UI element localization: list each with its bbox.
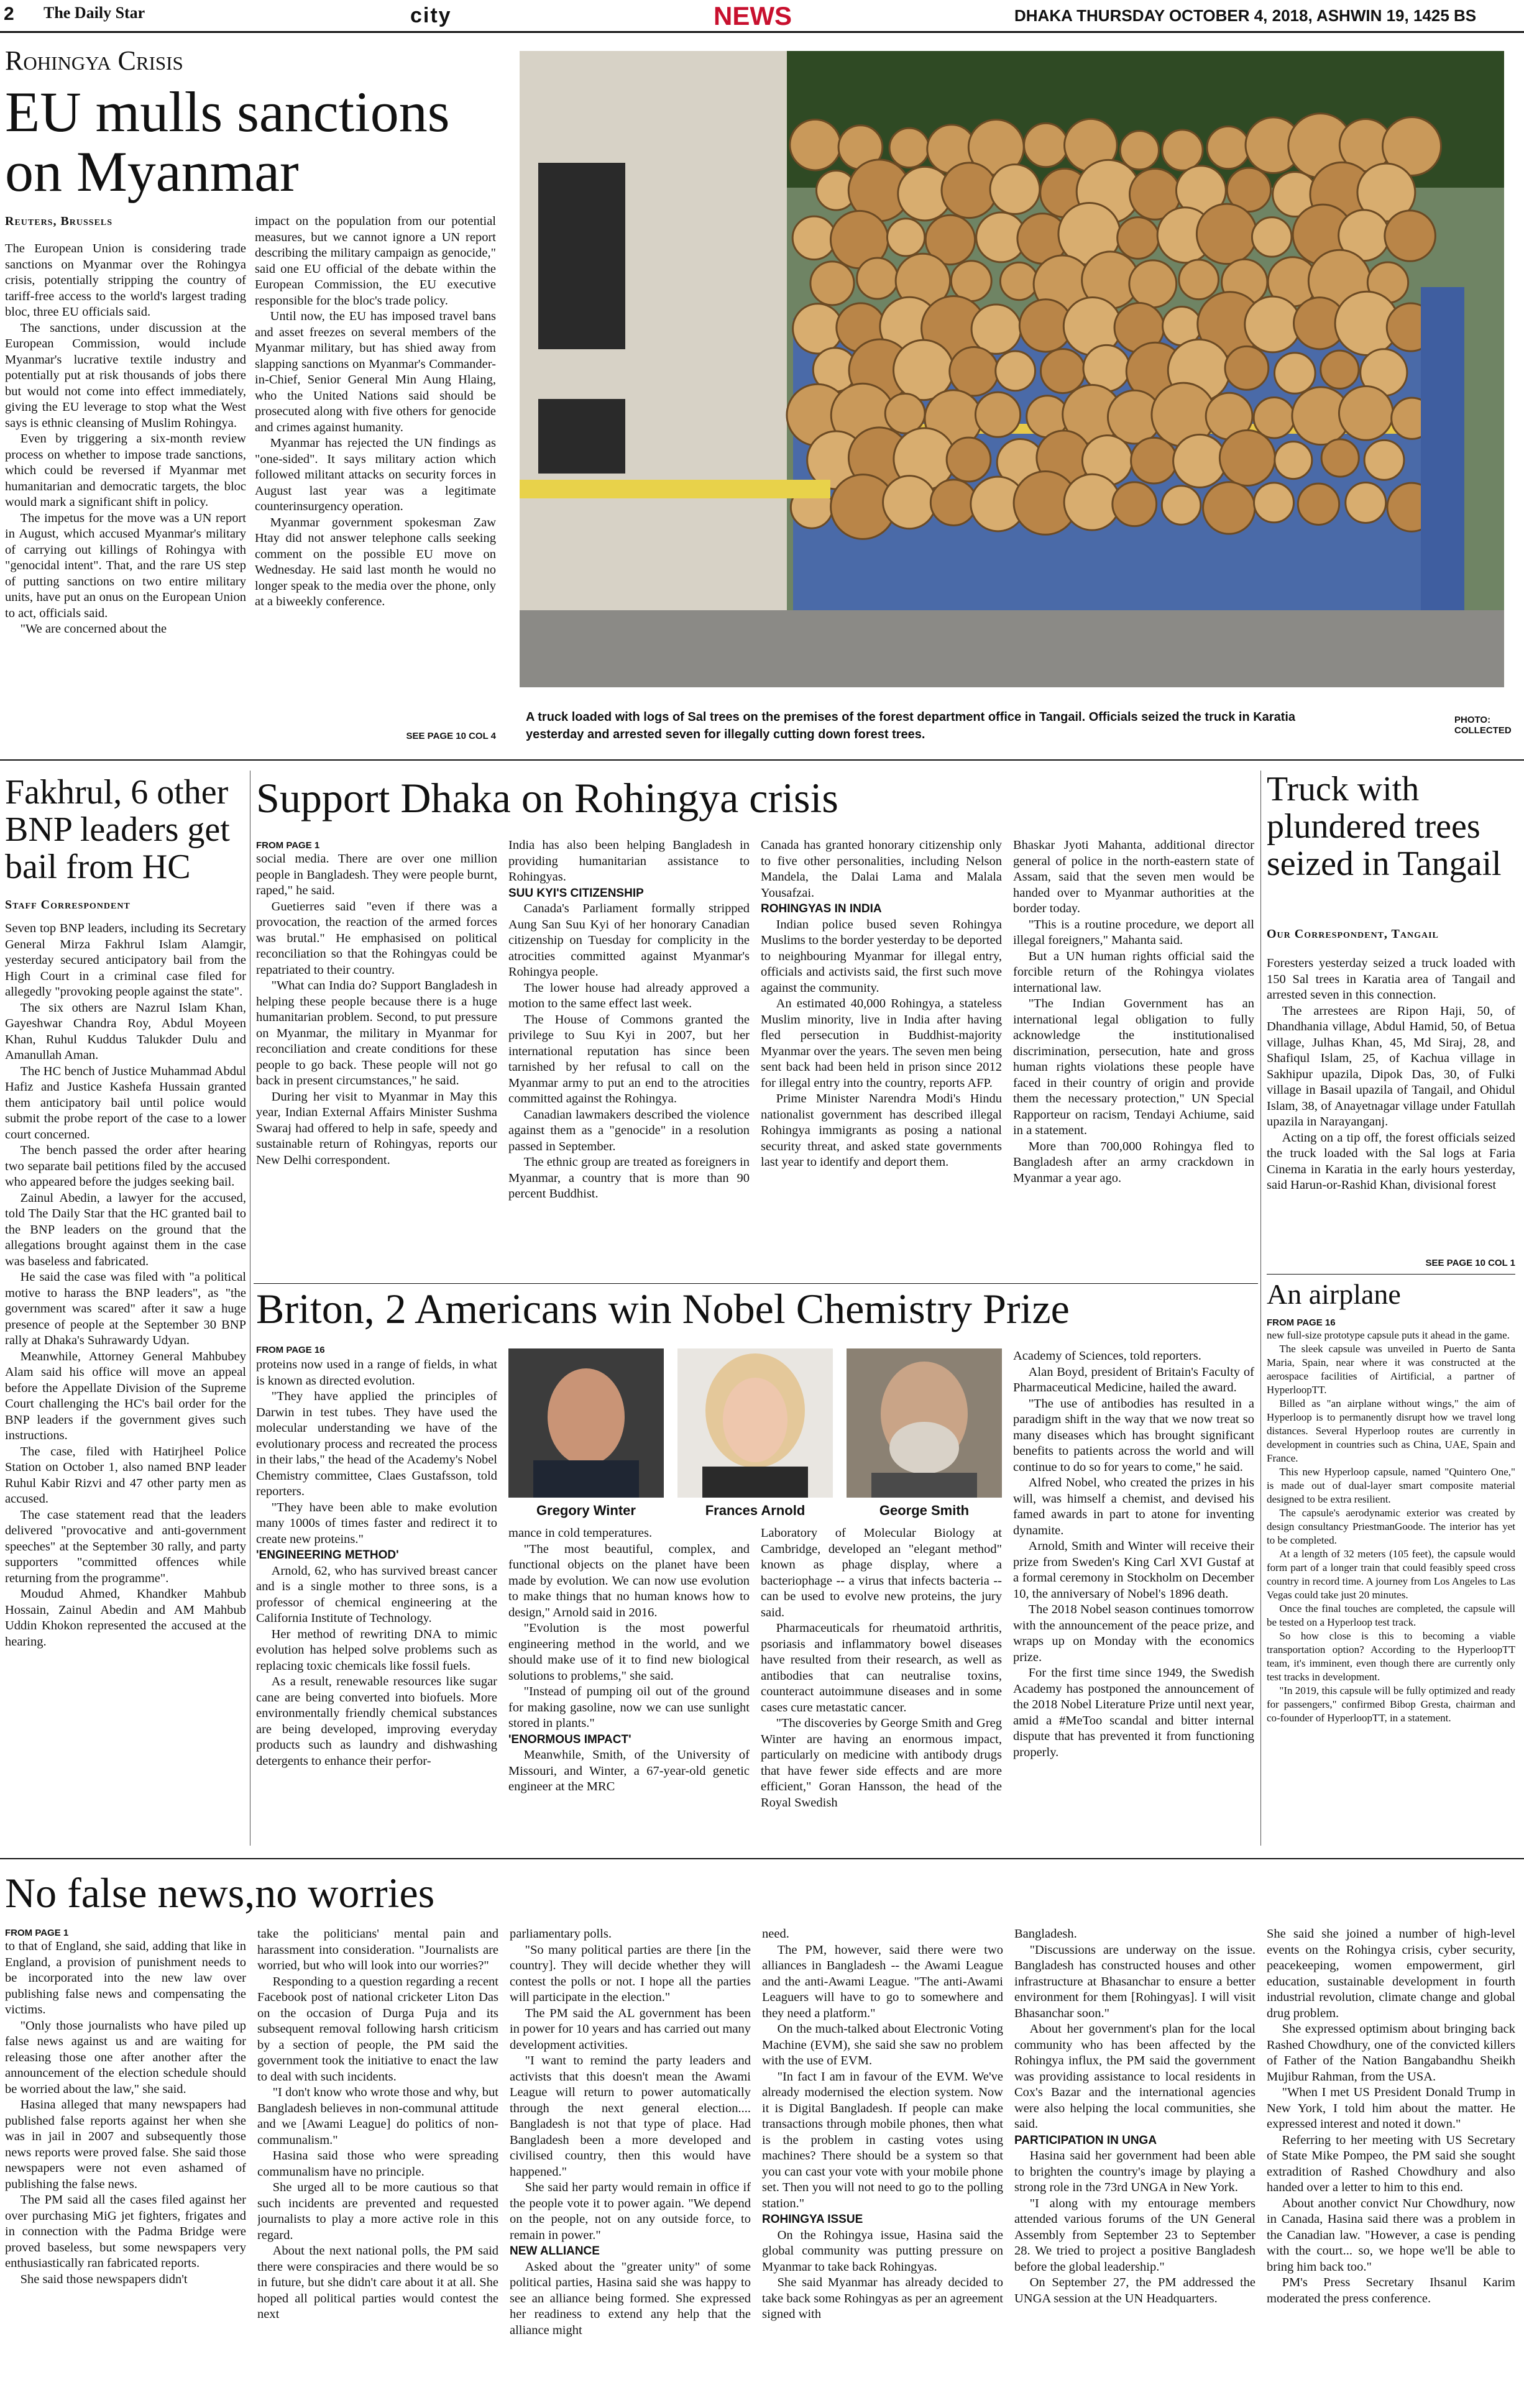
paragraph: The PM, however, said there were two alliances in Bangladesh -- the Awami League and the anti-Awami League. "The anti-Awami Leaguers will have to go to somewhere and they need a platform." [762,1943,1003,2020]
support-column-1 [256,851,497,1299]
paragraph: "In fact I am in favour of the EVM. We've already modernised the election system. Now it is Digital Bangladesh. If people can make transactions through mobile phones, then what is the problem in casting votes using machines? There should be a system so that you can cast your vote with your mobile phone set. Then you will not need to go to the polling station." [762,2069,1003,2210]
paragraph: Foresters yesterday seized a truck loaded with 150 Sal trees in Karatia area of Tangail and arrested seven in this connection. [1267,956,1515,1002]
from-page-support: FROM PAGE 1 [256,840,320,851]
see-page-truck: SEE PAGE 10 COL 1 [1425,1258,1515,1268]
paragraph: Alfred Nobel, who created the prizes in his will, was himself a chemist, and devised his famed awards in part to atone for inventing dynamite. [1013,1476,1254,1537]
log-end [1339,386,1393,440]
from-page-nofalse: FROM PAGE 1 [5,1928,69,1938]
log-end [1364,440,1404,480]
subhead: PARTICIPATION IN UNGA [1014,2133,1157,2147]
log-end [951,261,991,301]
log-end [1225,346,1269,390]
divider [1267,1274,1515,1275]
dateline: DHAKA THURSDAY OCTOBER 4, 2018, ASHWIN 19, 1425 BS [1014,6,1477,25]
paragraph: The six others are Nazrul Islam Khan, Gayeshwar Chandra Roy, Abdul Moyeen Khan, Ruhul Kuddus Talukder Dulu and Amanullah Aman. [5,1000,246,1062]
laureate-photo [847,1348,1002,1498]
paragraph: The European Union is considering trade sanctions on Myanmar over the Rohingya crisis, potentially stripping the country of tariff-free access to the world's largest trading bloc, three EU officials said. [5,242,246,319]
paragraph: Prime Minister Narendra Modi's Hindu nationalist government has described illegal Rohingya immigrants as posing a national security threat, and asked state governments last year to identify and deport them. [761,1092,1002,1169]
headline-airplane: An airplane [1267,1278,1401,1310]
paragraph: The capsule's aerodynamic exterior was created by design consultancy PriestmanGoode. The interior has yet to be completed. [1267,1507,1515,1546]
paragraph: The case, filed with Hatirjheel Police Station on October 1, also named BNP leader Ruhul Kabir Rizvi and 47 other party men as accused. [5,1444,246,1506]
laureate-photo [677,1348,833,1498]
log-end [1120,131,1159,170]
log-end [857,258,898,299]
log-end [1196,204,1257,264]
paragraph: An estimated 40,000 Rohingya, a stateless Muslim minority, live in India after having fled persecution in Buddhist-majority Myanmar over the years. The seven men being sent back had been held in prison since 2012 for illegal entry into the country, reports AFP. [761,997,1002,1090]
support-column-4 [1013,838,1254,1299]
log-end [885,393,925,433]
log-end [1346,483,1386,523]
paragraph: Arnold, 62, who has survived breast cancer and is a single mother to three sons, is a professor of chemical engineering at the California Institute of Technology. [256,1563,497,1625]
truck-column [1267,956,1515,1257]
paragraph: Canadian lawmakers described the violence against them as a "genocide" in a resolution passed in September. [508,1107,750,1153]
laureate-name: Gregory Winter [536,1503,636,1518]
paragraph: Hasina said her government had been able to brighten the country's image by playing a strong role in the 73rd UNGA in New York. [1014,2149,1255,2194]
paragraph: Her method of rewriting DNA to mimic evolution has helped solve problems such as replacing toxic chemicals like fossil fuels. [256,1627,497,1673]
subhead: SUU KYI'S CITIZENSHIP [508,886,644,900]
paragraph: Meanwhile, Smith, of the University of Missouri, and Winter, a 67-year-old genetic engineer at the MRC [508,1748,750,1793]
paragraph: Arnold, Smith and Winter will receive their prize from Sweden's King Carl XVI Gustaf at a formal ceremony in Stockholm on December 10, the anniversary of Nobel's 1896 death. [1013,1539,1254,1601]
masthead [0,0,1524,33]
log-end [1275,442,1312,479]
laureate-photo [508,1348,664,1498]
log-end [950,347,998,396]
paragraph: So how close is this to becoming a viable transportation option? According to the HyperloopTT team, it's imminent, even though there are currently only test tracks in development. [1267,1630,1515,1683]
paragraph: The impetus for the move was a UN report in August, which accused Myanmar's military of carrying out killings of Rohingya with "genocidal intent". That, and the rare US step of putting sanctions on two entire military units, have put an onus on the European Union to act, officials said. [5,511,246,620]
paragraph: She expressed optimism about bringing back Rashed Chowdhury, one of the convicted killers of Father of the Nation Bangabandhu Sheikh Mujibur Rahman, from the USA. [1267,2022,1515,2084]
paragraph: "They have applied the principles of Darwin in test tubes. They have used the molecular understanding we have of the evolutionary process and recreated the process in their labs," the head of the Academy's Nobel Chemistry committee, Claes Gustafsson, told reporters. [256,1389,497,1498]
paragraph: The case statement read that the leaders delivered "provocative and anti-government speeches" at the September 30 rally, and party supporters "committed offences while returning from the programme". [5,1508,246,1585]
log-end [1129,260,1177,308]
log-end [887,219,924,256]
log-end [790,119,841,170]
support-column-2 [508,838,750,1299]
paragraph: Billed as "an airplane without wings," the aim of Hyperloop is to permanently disrupt how we travel long distances. Several Hyperloop routes are currently in development in countries such as China, UAE, Spain and France. [1267,1398,1515,1464]
photo-credit-label: PHOTO: [1454,715,1491,725]
paragraph: Indian police bused seven Rohingya Muslims to the border yesterday to be deported to neighbouring Myanmar for illegal entry, officials and activists said, the first such move against the community. [761,917,1002,995]
log-end [930,480,976,526]
paragraph: The lower house had already approved a motion to the same effect last week. [508,981,750,1010]
log-end [1179,260,1219,300]
paragraph: More than 700,000 Rohingya fled to Bangladesh after an army crackdown in Myanmar a year ago. [1013,1139,1254,1185]
paragraph: "Instead of pumping oil out of the ground for making gasoline, now we can use sunlight stored in plants." [508,1685,750,1730]
eu-column-1 [5,241,246,744]
paragraph: The sleek capsule was unveiled in Puerto de Santa Maria, Spain, near where it was constructed at the aerospace facilities of Airtificial, a partner of HyperloopTT. [1267,1343,1515,1396]
paragraph: "We are concerned about the [20,622,167,636]
paragraph: Academy of Sciences, told reporters. [1013,1349,1201,1363]
paragraph: Bangladesh. [1014,1927,1077,1941]
from-page-nobel: FROM PAGE 16 [256,1345,325,1355]
paragraph: "The Indian Government has an international legal obligation to fully acknowledge the institutionalised discrimination, persecution, hate and gross human rights violations these people have faced in their country of origin and provide them the necessary protection," UN Special Rapporteur on racism, Tendayi Achiume, said in a statement. [1013,997,1254,1137]
subhead: ROHINGYAS IN INDIA [761,902,882,915]
airplane-column [1267,1329,1515,1838]
paragraph: "When I met US President Donald Trump in New York, I told him about the matter. He expressed interest and noted it down." [1267,2085,1515,2131]
paragraph: Canada's Parliament formally stripped Aung San Suu Kyi of her honorary Canadian citizenship on Tuesday for complicity in the atrocities committed against Myanmar's Rohingya people. [508,902,750,979]
paragraph: mance in cold temperatures. [508,1526,653,1540]
headline-support: Support Dhaka on Rohingya crisis [256,774,838,822]
nofalse-column-6 [1267,1926,1515,2405]
paragraph: Alan Boyd, president of Britain's Faculty of Pharmaceutical Medicine, hailed the award. [1013,1365,1254,1394]
paragraph: On the much-talked about Electronic Voting Machine (EVM), she said she saw no problem with the use of EVM. [762,2022,1003,2067]
paragraph: Pharmaceuticals for rheumatoid arthritis, psoriasis and inflammatory bowel diseases have resulted from their research, as well as antibodies that can neutralise toxins, counteract autoimmune diseases and in some cases cure metastatic cancer. [761,1621,1002,1714]
paragraph: "This is a routine procedure, we deport all illegal foreigners," Mahanta said. [1013,917,1254,947]
paragraph: Bhaskar Jyoti Mahanta, additional director general of police in the north-eastern state of Assam, said that the seven men would be handed over to Myanmar authorities at the border today. [1013,838,1254,915]
paragraph: social media. There are over one million people in Bangladesh. They were people burnt, raped," he said. [256,852,497,897]
photo-caption: A truck loaded with logs of Sal trees on the premises of the forest department office in Tangail. Officials seized the truck in Karatia yesterday and arrested seven for illegally cutting down forest trees. [526,710,1296,741]
log-end [1298,483,1339,524]
log-end [1162,486,1200,524]
divider [254,1283,1258,1284]
paragraph: About another convict Nur Chowdhury, now in Canada, Hasina said there was a problem in the Canadian law. "However, a case is pending with the court... so, we hope we'll be able to bring him back too." [1267,2196,1515,2274]
paragraph: parliamentary polls. [510,1927,612,1941]
column-rule [1260,771,1261,1846]
paragraph: He said the case was filed with "a political motive to harass the BNP leaders", as "the government was scared" after it saw a huge presence of people at the September 30 BNP rally at Dhaka's Suhrawardy Udyan. [5,1270,246,1347]
nofalse-column-2 [257,1926,498,2405]
paragraph: Hasina said those who were spreading communalism have no principle. [257,2149,498,2179]
log-end [1173,434,1226,487]
paragraph: For the first time since 1949, the Swedish Academy has postponed the announcement of the 2018 Nobel Literature Prize until next year, amid a #MeToo scandal and bitter internal dispute that has prevented it from functioning properly. [1013,1666,1254,1759]
subhead: 'ENGINEERING METHOD' [256,1549,399,1562]
paragraph: This new Hyperloop capsule, named "Quintero One," is made out of dual-layer smart composite material designed to be extra resilient. [1267,1466,1515,1505]
byline-fakhrul: Staff Correspondent [5,898,131,912]
divider [0,759,1524,761]
see-page-eu: SEE PAGE 10 COL 4 [406,731,496,741]
fakhrul-column [5,921,246,1842]
paragraph: "I along with my entourage members attended various forums of the UN General Assembly from September 23 to September 28. We tried to project a positive Bangladesh before the global leadership." [1014,2196,1255,2274]
nobel-column-3 [761,1526,1002,1846]
paragraph: About the next national polls, the PM said there were conspiracies and there would be so in future, but she didn't care about it at all. She hoped all political parties would contest the next [257,2244,498,2321]
headline-nobel: Briton, 2 Americans win Nobel Chemistry Prize [256,1285,1070,1332]
paragraph: Responding to a question regarding a recent Facebook post of national cricketer Liton Das on the occasion of Durga Puja and its subsequent removal following harsh criticism by a section of people, the PM said the government took the initiative to enact the law to deal with such incidents. [257,1974,498,2084]
subhead: ROHINGYA ISSUE [762,2213,863,2226]
paragraph: India has also been helping Bangladesh in providing humanitarian assistance to Rohingyas. [508,838,750,884]
log-end [947,437,991,482]
paragraph: need. [762,1927,789,1941]
nofalse-column-1 [5,1939,246,2405]
paragraph: "Discussions are underway on the issue. Bangladesh has constructed houses and other infrastructure at Bhasanchar to ensure a better environment for them [Rohingyas]. I will visit Bhasanchar soon." [1014,1943,1255,2020]
laureate-photos [508,1348,1002,1522]
paragraph: The arrestees are Ripon Haji, 50, of Dhandhania village, Abdul Hamid, 50, of Betua village, Julhas Khan, 45, Md Siraj, 28, and Shafiqul Islam, 25, of Kachua village in Sakhipur upazila, Dipok Das, 30, of Fulki village in Basail upazila of Tangail, and Ohidul Islam, 38, of Anayetnagar village under Fatullah upazila in Narayanganj. [1267,1004,1515,1128]
support-column-3 [761,838,1002,1299]
paragraph: take the politicians' mental pain and harassment into consideration. "Journalists are worried, but who will look into our worries?" [257,1927,498,1972]
paragraph: Myanmar has rejected the UN findings as "one-sided". It says military action which followed militant attacks on security forces in August last year was a legitimate counterinsurgency operation. [255,436,496,513]
paragraph: "So many political parties are there [in the country]. They will decide whether they will contest the polls or not. I hope all the parties will participate in the election." [510,1943,751,2004]
story-kicker: Rohingya Crisis [5,45,183,76]
log-end [1385,211,1435,261]
paragraph: "Evolution is the most powerful engineering method in the world, and we should make use of it to find new biological solutions to problems," she said. [508,1621,750,1683]
log-end [990,165,1040,214]
paragraph: "Only those journalists who have piled up false news against us and are waiting for releasing those one after another after the announcement of the election schedule should be worried about the law," she said. [5,2018,246,2096]
paragraph: The PM said the AL government has been in power for 10 years and has carried out many development activities. [510,2006,751,2052]
nofalse-column-3 [510,1926,751,2405]
log-end [971,304,1021,354]
log-end [996,351,1035,391]
paper-name: The Daily Star [44,4,145,22]
log-end [1321,350,1359,388]
divider [0,1858,1524,1859]
paragraph: "In 2019, this capsule will be fully optimized and ready for passengers," confirmed Bibop Gresta, chairman and co-founder of HyperloopTT, in a statement. [1267,1685,1515,1724]
log-end [1321,439,1359,477]
paragraph: On the Rohingya issue, Hasina said the global community was putting pressure on Myanmar to take back Rohingyas. [762,2228,1003,2274]
nofalse-column-4 [762,1926,1003,2405]
paragraph: She said she joined a number of high-level events on the Rohingya crisis, cyber security, peacekeeping, women empowerment, girl education, sustainable development in fourth industrial revolution, climate change and global drug problem. [1267,1927,1515,2020]
paragraph: "The discoveries by George Smith and Greg Winter are having an enormous impact, particularly on medicine with antibody drugs that have fewer side effects and are more efficient," Goran Hansson, the head of the Royal Swedish [761,1716,1002,1810]
paragraph: Meanwhile, Attorney General Mahbubey Alam said his office will move an appeal before the Appellate Division of the Supreme Court challenging the HC's bail order for the BNP leaders if the government gives such instructions. [5,1349,246,1442]
paragraph: impact on the population from our potential measures, but we cannot ignore a UN report describing the military campaign as genocide," said one EU official of the debate within the European Commission, the EU executive responsible for the bloc's trade policy. [255,214,496,308]
photo-credit [1454,715,1510,736]
log-end [1252,217,1292,257]
log-end [1162,130,1203,170]
paragraph: proteins now used in a range of fields, in what is known as directed evolution. [256,1358,497,1388]
paragraph: The HC bench of Justice Muhammad Abdul Hafiz and Justice Kashefa Hussain granted them anticipatory bail until police would submit the probe report of the case to a lower court concerned. [5,1064,246,1142]
log-end [1131,437,1177,483]
paragraph: She said her party would remain in office if the people vote it to power again. "We depend on the people, not on any outside force, to remain in power." [510,2181,751,2242]
log-end [1245,296,1301,352]
laureate-name: George Smith [879,1503,970,1518]
paragraph: About her government's plan for the local community who has been affected by the Rohingya influx, the PM said the government was providing assistance to local residents in Cox's Bazar and the international agencies were also helping the local communities, she said. [1014,2022,1255,2131]
paragraph: Moudud Ahmed, Khandker Mahbub Hossain, Zainul Abedin and AM Mahbub Uddin Khokon represented the accused at the hearing. [5,1587,246,1649]
headline-truck: Truck with plundered trees seized in Tangail [1267,770,1502,883]
paragraph: The House of Commons granted the privilege to Suu Kyi in 2007, but her international reputation has since been tarnished by her refusal to call on the Myanmar army to put an end to the atrocities committed against the Rohingya. [508,1012,750,1106]
paragraph: Referring to her meeting with US Secretary of State Mike Pompeo, the PM said she sought extradition of Rashed Chowdhury and also handed over a letter to him to this end. [1267,2133,1515,2194]
paragraph: "The use of antibodies has resulted in a paradigm shift in the way that we now treat so many diseases which has brought significant benefits to patients across the world and will continue to do so for years to come," he said. [1013,1396,1254,1474]
paragraph: The bench passed the order after hearing two separate bail petitions filed by the accused who appeared before the judges seeking bail. [5,1143,246,1189]
paragraph: new full-size prototype capsule puts it ahead in the game. [1267,1329,1510,1341]
byline-truck: Our Correspondent, Tangail [1267,927,1439,941]
nobel-column-4 [1013,1348,1254,1846]
log-end [975,392,1020,437]
paragraph: The PM said all the cases filed against her over purchasing MiG jet fighters, frigates and in connection with the Padma Bridge were proved baseless, but some newspapers very enthusiastically ran fabricated reports. [5,2193,246,2270]
log-end [889,128,929,167]
log-end [1274,353,1315,394]
paragraph: Laboratory of Molecular Biology at Cambridge, developed an "elegant method" known as phage display, where a bacteriophage -- a virus that infects bacteria -- can be used to evolve new proteins, the jury said. [761,1526,1002,1619]
paragraph: She said Myanmar has already decided to take back some Rohingyas as per an agreement signed with [762,2276,1003,2321]
paragraph: Until now, the EU has imposed travel bans and asset freezes on several members of the Myanmar military, but has shied away from slapping sanctions on Myanmar's Commander-in-Chief, Senior General Min Aung Hlaing, who the United Nations said should be prosecuted along with five others for genocide and crimes against humanity. [255,309,496,434]
paragraph: "I want to remind the party leaders and activists that this doesn't mean the Awami League will return to power automatically through the next general election.... Bangladesh is not that type of place. Had Bangladesh been a more developed and civilised country, then this would have happened." [510,2054,751,2179]
log-end [1000,262,1037,300]
log-end [792,216,835,259]
subhead: NEW ALLIANCE [510,2245,600,2258]
nobel-column-2 [508,1526,750,1846]
log-end [1118,217,1159,259]
paragraph: During her visit to Myanmar in May this year, Indian External Affairs Minister Sushma Swaraj had offered to help in safe, speedy and sustainable return of Rohingyas, reports our New Delhi correspondent. [256,1089,497,1167]
log-end [1113,482,1157,526]
paragraph: to that of England, she said, adding that like in England, a provision of punishment needs to be incorporated into the new law over publishing false news and compensating the victims. [5,1939,246,2017]
headline-eu: EU mulls sanctions on Myanmar [5,80,450,203]
log-end [1254,483,1294,523]
log-end [883,476,936,529]
paragraph: She urged all to be more cautious so that such incidents are prevented and requested journalists to play a more active role in this regard. [257,2181,498,2242]
log-end [1254,398,1294,438]
subhead: 'ENORMOUS IMPACT' [508,1733,631,1746]
photo-credit-source: COLLECTED [1454,725,1512,736]
paragraph: As a result, renewable resources like sugar cane are being converted into biofuels. More environmentally friendly chemical substances are being developed, improving everyday products such as laundry and dishwashing detergents to enhance their perfor- [256,1675,497,1768]
laureate-name: Frances Arnold [705,1503,806,1518]
paragraph: She said those newspapers didn't [20,2272,188,2286]
nofalse-column-5 [1014,1926,1255,2405]
paragraph: The sanctions, under discussion at the European Commission, would include Myanmar's lucrative textile industry and potentially put at risk thousands of jobs there but would not come into effect immediately, giving the EU leverage to stop what the West says is ethnic cleansing of Muslim Rohingya. [5,321,246,430]
paragraph: Myanmar government spokesman Zaw Htay did not answer telephone calls seeking comment on the possible EU move on Wednesday. He said last month he would no longer speak to the media over the phone, only at a biweekly conference. [255,515,496,608]
eu-column-2 [255,214,496,727]
paragraph: "They have been able to make evolution many 1000s of times faster and redirect it to create new proteins." [256,1500,497,1546]
paragraph: "What can India do? Support Bangladesh in helping these people because there is a huge humanitarian problem. Second, to put pressure on Myanmar, the military in Myanmar for reconciliation and create conditions for these people to go back. These people will not go back in present circumstances," he said. [256,979,497,1087]
paragraph: "I don't know who wrote those and why, but Bangladesh believes in non-communal attitude and we [Awami League] do politics of non-communalism." [257,2085,498,2147]
paragraph: Guetierres said "even if there was a provocation, the reaction of the armed forces was brutal." He emphasised on political reconciliation so that the Rohingyas could be repatriated to their country. [256,899,497,977]
paragraph: Asked about the "greater unity" of some political parties, Hasina said she was happy to see an alliance being formed. She expressed her readiness to extend any help that the alliance might [510,2259,751,2337]
paragraph: Canada has granted honorary citizenship only to five other personalities, including Nelson Mandela, the Dalai Lama and Malala Yousafzai. [761,838,1002,900]
paragraph: The ethnic group are treated as foreigners in Myanmar, a country that is more than 90 percent Buddhist. [508,1155,750,1201]
paragraph: At a length of 32 meters (105 feet), the capsule would form part of a longer train that could feasibly speed cross country in record time. A journey from Los Angeles to Las Vegas could take just 20 minutes. [1267,1548,1515,1601]
category-label: NEWS [714,1,792,30]
log-end [1219,430,1275,485]
log-end [793,304,843,354]
log-end [1203,482,1255,534]
byline-eu: Reuters, Brussels [5,214,113,228]
paragraph: Zainul Abedin, a lawyer for the accused, told The Daily Star that the HC granted bail to the BNP leaders on the ground that the allegations brought against them in the case was baseless and fabricated. [5,1191,246,1268]
paragraph: Hasina alleged that many newspapers had published false reports against her when she was in jail in 2007 and subsequently those news reports were proved false. She said those newspapers were not even ashamed of publishing the false news. [5,2098,246,2191]
from-page-airplane: FROM PAGE 16 [1267,1317,1336,1328]
paragraph: Even by triggering a six-month review process on whether to impose trade sanctions, which could be reversed if Myanmar met humanitarian and democratic targets, the bloc would mark a significant shift in policy. [5,432,246,509]
log-end [942,163,997,218]
section-label: city [410,4,452,27]
nobel-column-1 [256,1357,497,1846]
paragraph: PM's Press Secretary Ihsanul Karim moderated the press conference. [1267,2276,1515,2305]
headline-fakhrul: Fakhrul, 6 other BNP leaders get bail from HC [5,773,230,886]
paragraph: The 2018 Nobel season continues tomorrow with the announcement of the peace prize, and wraps up on Monday with the economics prize. [1013,1603,1254,1664]
paragraph: But a UN human rights official said the forcible return of the Rohingya violates international law. [1013,949,1254,995]
truck-photo [520,51,1504,687]
paragraph: Once the final touches are completed, the capsule will be tested on a Hyperloop test track. [1267,1603,1515,1628]
paragraph: Acting on a tip off, the forest officials seized the truck loaded with the Sal logs at Faria Cinema in Karatia in the early hours yesterday, said Harun-or-Rashid Khan, divisional forest [1267,1130,1515,1192]
log-end [1024,123,1068,167]
paragraph: Seven top BNP leaders, including its Secretary General Mirza Fakhrul Islam Alamgir, yesterday secured anticipatory bail from the High Court in a criminal case filed for allegedly "provoking people against the state". [5,922,246,999]
headline-nofalse: No false news,no worries [5,1869,435,1916]
page-number: 2 [4,4,14,24]
log-end [1207,126,1249,168]
paragraph: On September 27, the PM addressed the UNGA session at the UN Headquarters. [1014,2276,1255,2305]
paragraph: "The most beautiful, complex, and functional objects on the planet have been made by evolution. We can now use evolution to make things that no human knows how to design," Arnold said in 2016. [508,1542,750,1619]
log-end [810,262,854,305]
log-end [1041,349,1085,393]
